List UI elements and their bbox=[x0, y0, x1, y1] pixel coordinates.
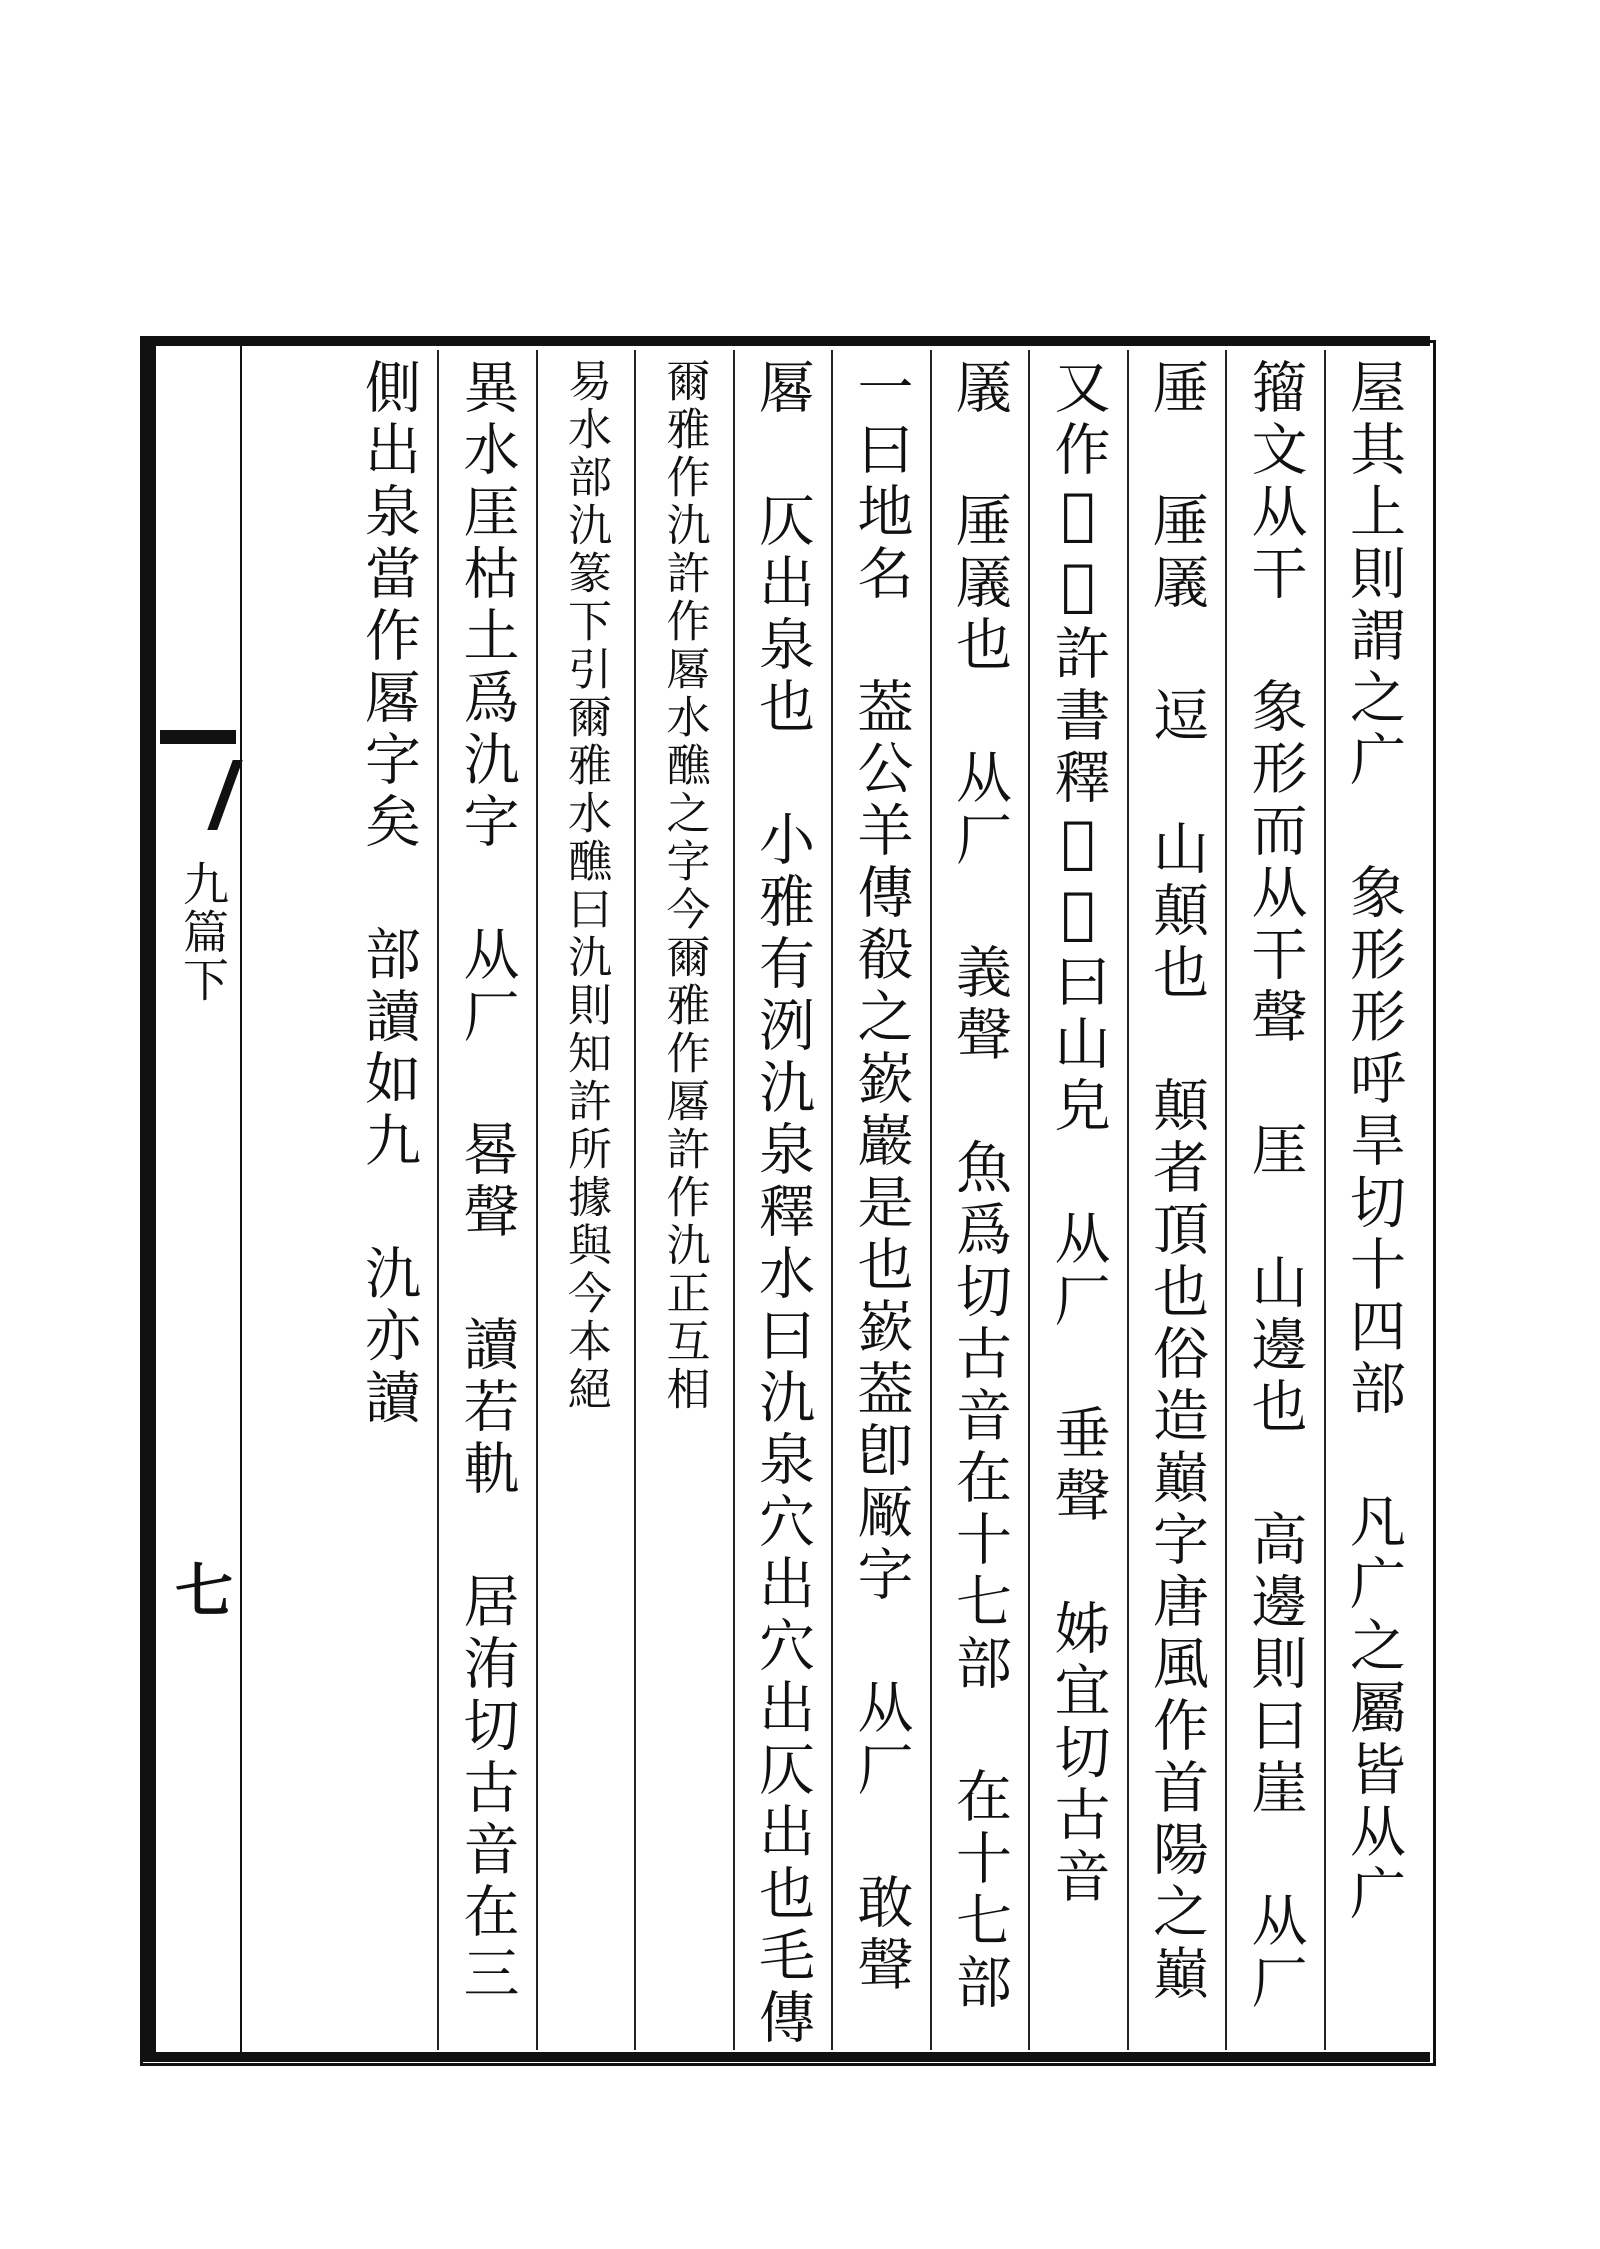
text-column-8: 爾雅作氿許作厬水醮之字今爾雅作厬許作氿正互相 bbox=[634, 350, 733, 2050]
text-column-10: 異水厓枯土爲氿字 从厂 晷聲 讀若軌 居洧切古音在三 bbox=[437, 350, 536, 2050]
text-column-9: 易水部氿篆下引爾雅水醮曰氿則知許所據與今本絕 bbox=[536, 350, 635, 2050]
text-column-5: 㕒 厜㕒也 从厂 義聲 魚爲切古音在十七部 在十七部 bbox=[930, 350, 1029, 2050]
fold-page-number: 七 bbox=[165, 1560, 233, 1618]
text-column-1: 屋其上則謂之广 象形形呼旱切十四部 凡广之屬皆从广 bbox=[1324, 350, 1423, 2050]
text-column-7: 厬 仄出泉也 小雅有洌氿泉釋水曰氿泉穴出穴出仄出也毛傳 bbox=[733, 350, 832, 2050]
text-column-4: 又作𡽳𡿾許書釋𡽳𡿾曰山皃 从厂 垂聲 姊宜切古音 bbox=[1028, 350, 1127, 2050]
text-block bbox=[240, 350, 1422, 2050]
text-column-2: 籀文从干 象形而从干聲 厓 山邊也 高邊則曰崖 从厂 bbox=[1225, 350, 1324, 2050]
page-border-bottom bbox=[140, 2052, 1430, 2062]
text-column-11: 側出泉當作厬字矣 部讀如九 氿亦讀 bbox=[356, 358, 421, 1430]
fold-volume-title: 九篇下 bbox=[176, 860, 230, 1004]
fold-fishtail-mark bbox=[160, 730, 236, 744]
text-column-6: 一曰地名 葢公羊傳殽之嶔巖是也嶔葢卽厰字 从厂 敢聲 bbox=[831, 350, 930, 2050]
page-border-left bbox=[140, 340, 156, 2060]
fold-margin bbox=[156, 346, 242, 2052]
text-column-3: 厜 厜㕒 逗 山顛也 顛者頂也俗造巔字唐風作首陽之巔 bbox=[1127, 350, 1226, 2050]
